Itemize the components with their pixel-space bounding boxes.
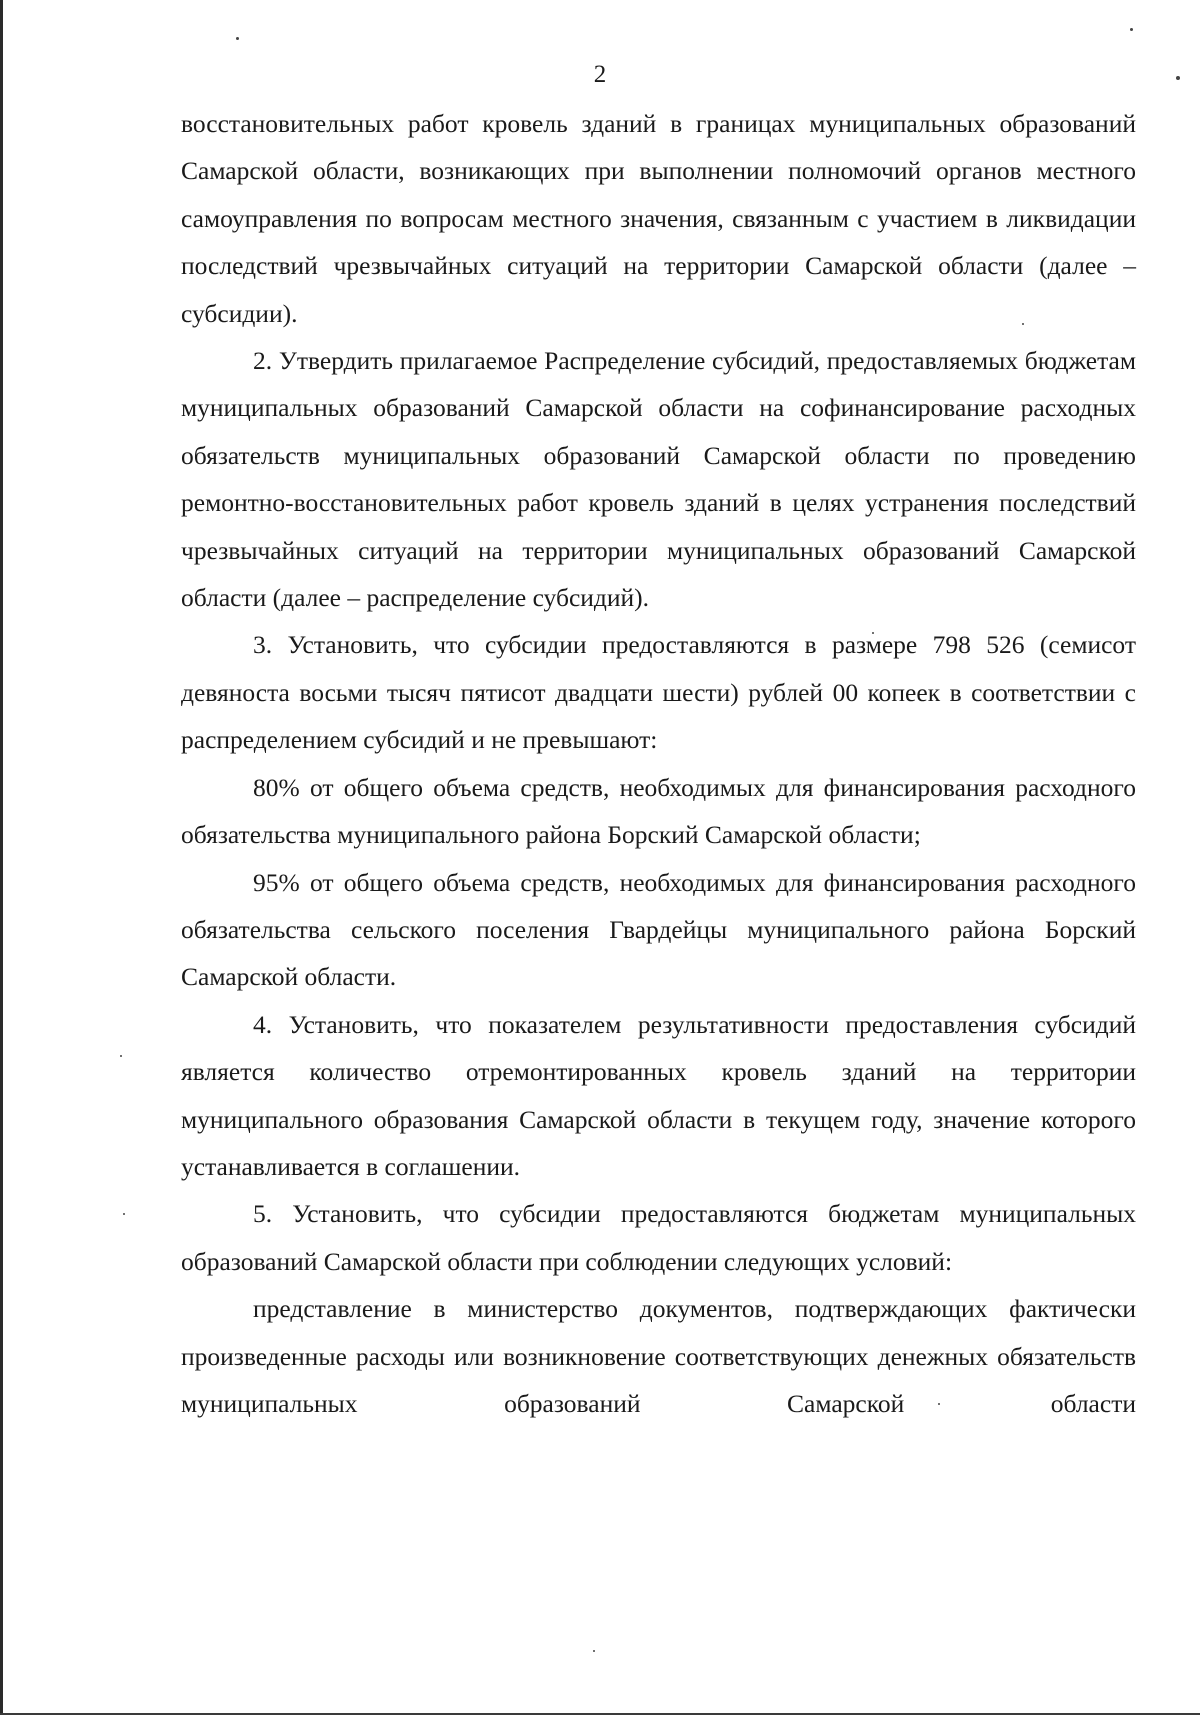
scan-speck — [123, 1213, 125, 1215]
scan-speck — [593, 1650, 595, 1652]
paragraph-item-4: 4. Установить, что показателем результативности предоставления субсидий является количество отремонтированных кровель зданий на территории муниципального образования Самарской области в текущем году, значение которого устанавливается в соглашении. — [181, 1009, 1136, 1181]
scan-speck — [1130, 28, 1133, 31]
paragraph-condition: представление в министерство документов, подтверждающих фактически произведенные расходы или возникновение соответствующих денежных обязательств муниципальных образований Самарской области — [181, 1294, 1136, 1418]
paragraph-item-3: 3. Установить, что субсидии предоставляются в размере 798 526 (семисот девяноста восьми тысяч пятисот двадцати шести) рублей 00 копеек в соответствии с распределением субсидий и не превышают: — [181, 630, 1136, 755]
paragraph-item-5: 5. Установить, что субсидии предоставляются бюджетам муниципальных образований Самарской области при соблюдении следующих условий: — [181, 1199, 1136, 1276]
paragraph-limit-95: 95% от общего объема средств, необходимых для финансирования расходного обязательства сельского поселения Гвардейцы муниципального района Борский Самарской области. — [181, 867, 1136, 992]
scan-left-edge — [0, 0, 3, 1715]
paragraph-item-2: 2. Утвердить прилагаемое Распределение субсидий, предоставляемых бюджетам муниципальных образований Самарской области на софинансирование расходных обязательств муниципальных образований Самарской области по проведению ремонтно-восстановительных работ кровель зданий в целях устранения последствий чрезвычайных ситуаций на территории муниципальных образований Самарской области (далее – распределение субсидий). — [181, 346, 1136, 613]
paragraph-continuation: восстановительных работ кровель зданий в границах муниципальных образований Самарской области, возникающих при выполнении полномочий органов местного самоуправления по вопросам местного значения, связанным с участием в ликвидации последствий чрезвычайных ситуаций на территории Самарской области (далее – субсидии). — [181, 109, 1136, 328]
scan-speck — [236, 37, 239, 40]
page-number: 2 — [593, 61, 607, 88]
document-body — [181, 100, 1136, 1427]
scan-speck — [120, 1055, 122, 1057]
paragraph-limit-80: 80% от общего объема средств, необходимых для финансирования расходного обязательства муниципального района Борский Самарской области; — [181, 772, 1136, 850]
